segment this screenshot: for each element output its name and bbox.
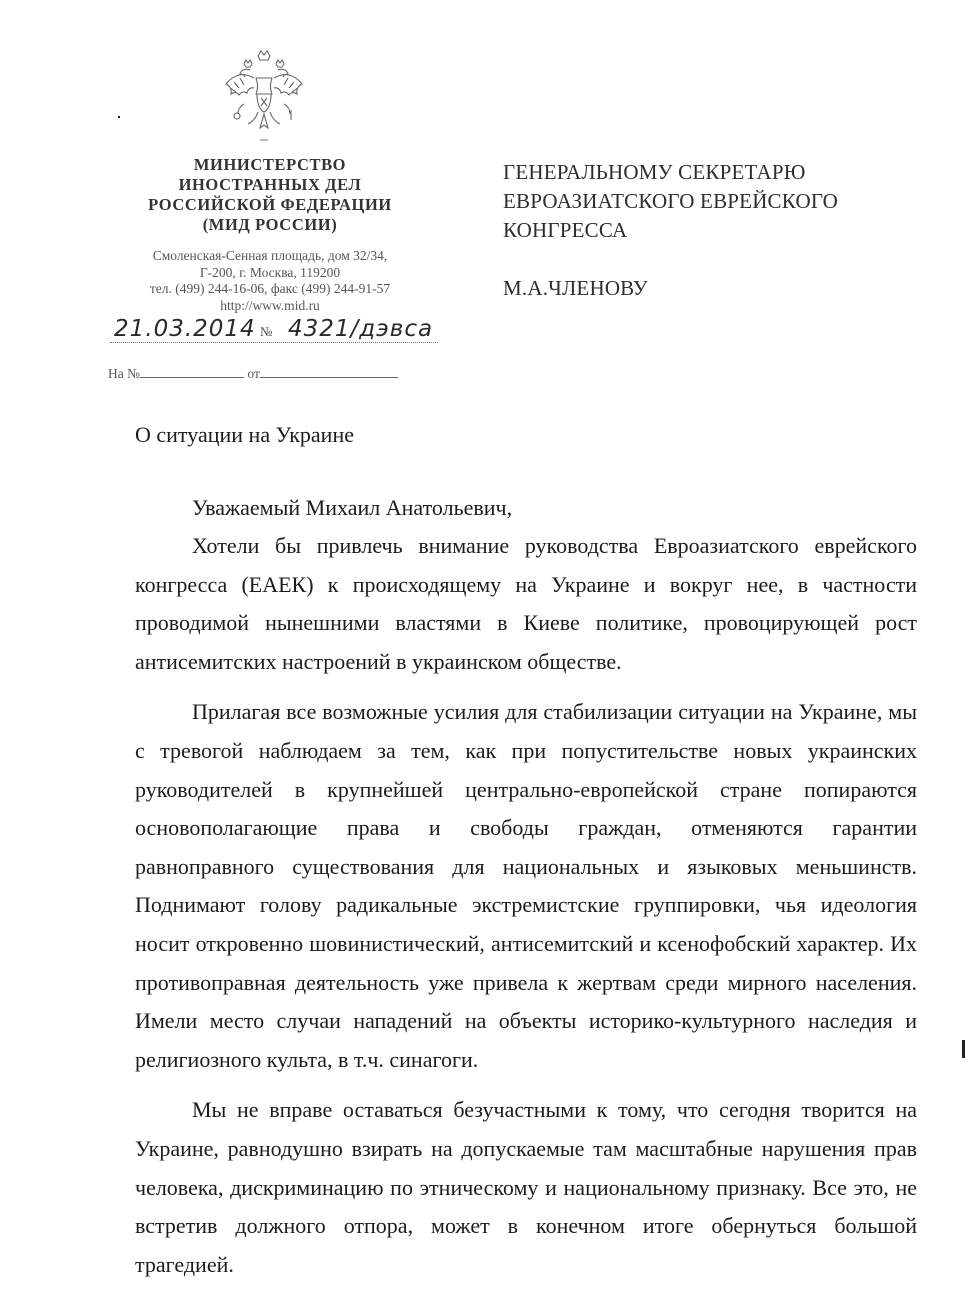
body-paragraph: Хотели бы привлечь внимание руководства Евроазиатского еврейского конгресса (ЕАЕК) к происходящему на Украине и вокруг нее, в частности проводимой нынешними властями в Киеве политике, провоцирующей рост антисемитских настроений в украинском обществе. <box>135 533 917 674</box>
body-paragraph: Мы не вправе оставаться безучастными к тому, что сегодня творится на Украине, равнодушно взирать на допускаемые там масштабные нарушения прав человека, дискриминацию по этническому и национальному признаку. Все это, не встретив должного отпора, может в конечном итоге обернуться большой трагедией. <box>135 1097 917 1277</box>
date-underline <box>110 342 438 343</box>
ministry-name <box>110 155 430 235</box>
website-link: http://www.mid.ru <box>220 297 320 313</box>
addressee-block <box>503 158 903 303</box>
letter-subject: О ситуации на Украине <box>135 422 354 447</box>
handwritten-date: 21.03.2014 <box>114 316 256 342</box>
addressee-title-line: ГЕНЕРАЛЬНОМУ СЕКРЕТАРЮ <box>503 160 806 184</box>
reference-line <box>108 366 428 382</box>
scan-artifact <box>962 1040 965 1058</box>
reference-date-blank <box>260 366 398 378</box>
addressee-name: М.А.ЧЛЕНОВУ <box>503 276 648 300</box>
ministry-line: ИНОСТРАННЫХ ДЕЛ <box>178 175 362 194</box>
body-paragraph: Прилагая все возможные усилия для стабилизации ситуации на Украине, мы с тревогой наблюдаем за тем, как при попустительстве новых украинских руководителей в крупнейшей центрально-европейской стране попираются основополагающие права и свободы граждан, отменяются гарантии равноправного существования для национальных и языковых меньшинств. Поднимают голову радикальные экстремистские группировки, чья идеология носит откровенно шовинистический, антисемитский и ксенофобский характер. Их противоправная деятельность уже привела к жертвам среди мирного населения. Имели место случаи нападений на объекты историко-культурного наследия и религиозного культа, в т.ч. синагоги. <box>135 699 917 1072</box>
reference-number-blank <box>140 366 244 378</box>
addressee-title-line: ЕВРОАЗИАТСКОГО ЕВРЕЙСКОГО <box>503 189 839 213</box>
address-line: тел. (499) 244-16-06, факс (499) 244-91-57 <box>149 281 391 296</box>
ministry-line: РОССИЙСКОЙ ФЕДЕРАЦИИ <box>148 195 392 214</box>
addressee-title-line: КОНГРЕССА <box>503 218 628 242</box>
handwritten-number: 4321/дэвса <box>288 316 434 342</box>
letter-greeting: Уважаемый Михаил Анатольевич, <box>192 495 513 520</box>
ministry-address <box>110 248 430 314</box>
ministry-line: (МИД РОССИИ) <box>202 215 338 234</box>
scan-artifact <box>118 116 120 118</box>
address-line: Г-200, г. Москва, 119200 <box>199 264 341 280</box>
number-symbol: № <box>260 324 273 339</box>
ministry-line: МИНИСТЕРСТВО <box>193 155 347 174</box>
address-line: Смоленская-Сенная площадь, дом 32/34, <box>152 248 388 263</box>
outgoing-date-number <box>108 312 438 346</box>
reference-from-label: от <box>247 366 260 381</box>
russian-double-headed-eagle-emblem-icon <box>220 48 308 148</box>
letter-body <box>135 527 917 1296</box>
reference-label: На № <box>108 366 140 381</box>
